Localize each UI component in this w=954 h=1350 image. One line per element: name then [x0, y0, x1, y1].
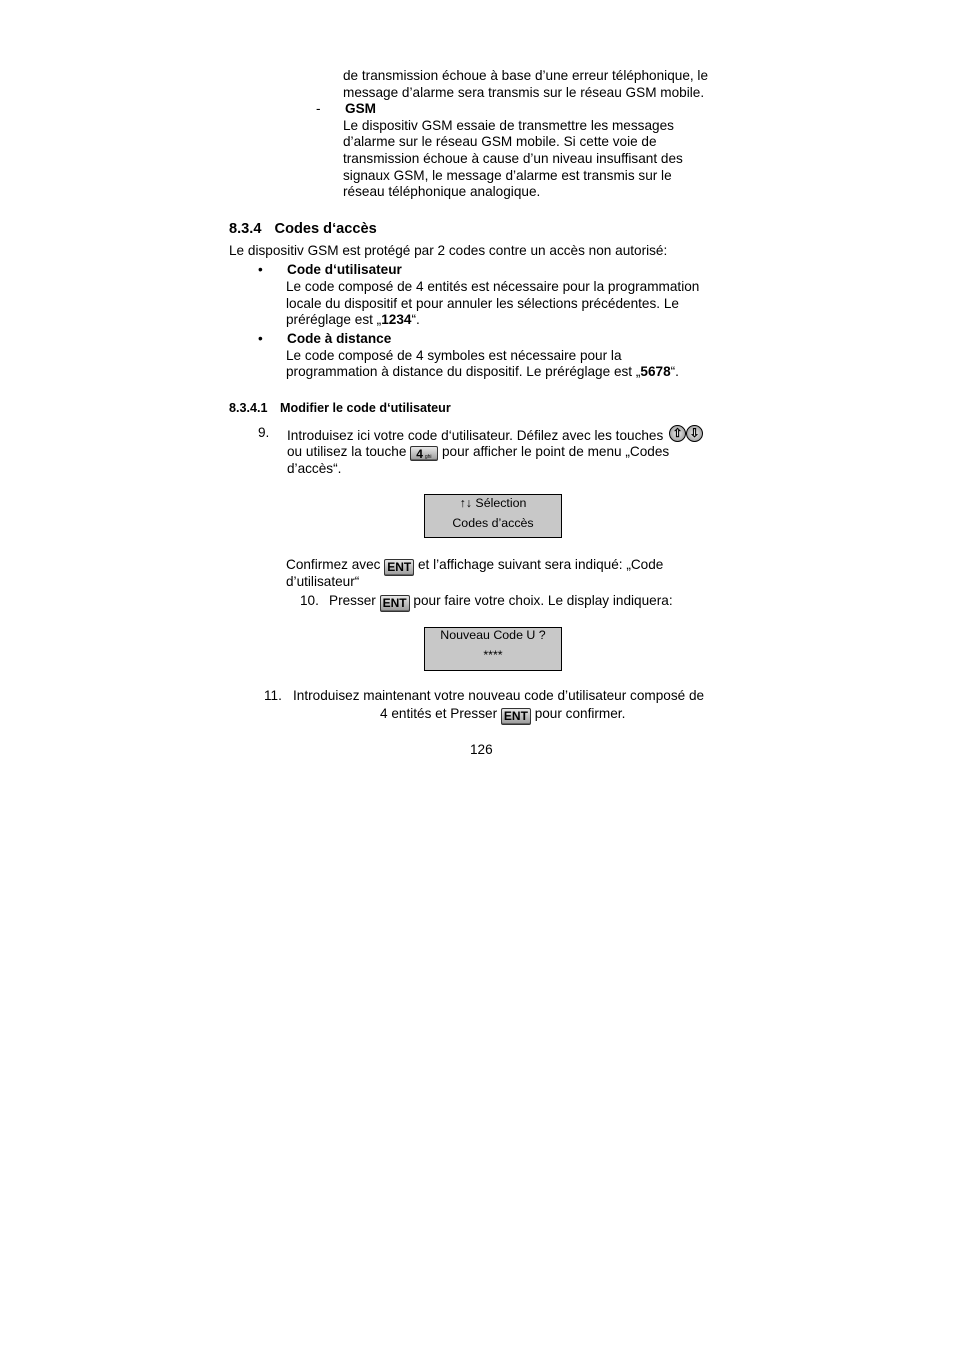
user-code-title: Code d‘utilisateur [287, 262, 402, 277]
key-4-icon [410, 446, 438, 461]
ent-key-icon: ENT [501, 708, 531, 725]
subsection-title: Modifier le code d‘utilisateur [280, 401, 451, 415]
step9-text [287, 425, 703, 445]
lcd-display-selection [424, 494, 562, 538]
user-code-text-part: préréglage est „ [286, 312, 382, 327]
dash-marker: - [316, 101, 321, 116]
confirm-text-part: et l’affichage suivant sera indiqué: „Code [418, 557, 664, 572]
step-number: 10. [300, 593, 319, 608]
bullet: • [258, 262, 263, 277]
lcd-line: ↑↓ Sélection [459, 496, 527, 510]
step-number: 9. [258, 425, 270, 440]
gsm-text-line: d’alarme sur le réseau GSM mobile. Si cette voie de [343, 134, 657, 149]
step11-text [380, 706, 625, 725]
step9-text: d’accès“. [287, 461, 342, 476]
remote-code-default: 5678 [640, 364, 671, 379]
step9-text-part: pour afficher le point de menu „Codes [441, 444, 670, 459]
remote-code-text [286, 364, 679, 381]
subsection-heading [229, 401, 451, 415]
user-code-text [286, 312, 420, 329]
step10-text-part: Presser [329, 593, 376, 608]
step9-text [287, 444, 669, 461]
step11-text-part: 4 entités et Presser [380, 706, 498, 721]
bullet: • [258, 331, 263, 346]
step11-text: Introduisez maintenant votre nouveau code d’utilisateur composé de [293, 688, 705, 703]
ent-key-icon: ENT [380, 595, 410, 612]
intro-line: message d’alarme sera transmis sur le réseau GSM mobile. [343, 85, 705, 100]
intro-line: de transmission échoue à base d’une erreur téléphonique, le [343, 68, 709, 83]
gsm-heading: GSM [345, 101, 376, 116]
remote-code-text-part: programmation à distance du dispositif. Le préréglage est „ [286, 364, 641, 379]
section-heading [229, 221, 377, 237]
section-title: Codes d‘accès [274, 221, 377, 237]
gsm-text-line: réseau téléphonique analogique. [343, 184, 541, 199]
key-4-label: 4 [416, 447, 423, 461]
user-code-default: 1234 [381, 312, 412, 327]
up-arrow-glyph: ⇧ [672, 426, 683, 440]
step10-text-part: pour faire votre choix. Le display indiquera: [413, 593, 673, 608]
confirm-text-part: Confirmez avec [286, 557, 381, 572]
step10-text [329, 593, 673, 612]
lcd-line: **** [483, 648, 503, 662]
confirm-text: d’utilisateur“ [286, 574, 360, 589]
remote-code-text-part: “. [670, 364, 679, 379]
up-arrow-key-icon [669, 425, 686, 442]
down-arrow-glyph: ⇩ [689, 426, 700, 440]
step9-text-part: ou utilisez la touche [287, 444, 407, 459]
step11-text-part: pour confirmer. [534, 706, 626, 721]
gsm-text-line: signaux GSM, le message d’alarme est transmis sur le [343, 168, 672, 183]
subsection-number: 8.3.4.1 [229, 401, 268, 415]
section-intro: Le dispositiv GSM est protégé par 2 codes contre un accès non autorisé: [229, 243, 668, 258]
step9-text-part: Introduisez ici votre code d‘utilisateur. Défilez avec les touches [287, 428, 664, 443]
step-number: 11. [264, 688, 282, 703]
ent-key-icon: ENT [384, 559, 414, 576]
user-code-text: locale du dispositif et pour annuler les sélections précédentes. Le [286, 296, 679, 311]
page-number: 126 [470, 742, 493, 757]
lcd-line: Codes d’accès [452, 516, 534, 530]
user-code-text: Le code composé de 4 entités est nécessaire pour la programmation [286, 279, 700, 294]
user-code-text-part: “. [411, 312, 420, 327]
lcd-display-new-code [424, 627, 562, 671]
gsm-text-line: Le dispositiv GSM essaie de transmettre les messages [343, 118, 674, 133]
lcd-line: Nouveau Code U ? [440, 628, 546, 642]
remote-code-title: Code à distance [287, 331, 392, 346]
section-number: 8.3.4 [229, 221, 262, 237]
gsm-text-line: transmission échoue à cause d’un niveau insuffisant des [343, 151, 683, 166]
down-arrow-key-icon [686, 425, 703, 442]
remote-code-text: Le code composé de 4 symboles est nécessaire pour la [286, 348, 622, 363]
key-4-sublabel: ghi [424, 454, 432, 460]
